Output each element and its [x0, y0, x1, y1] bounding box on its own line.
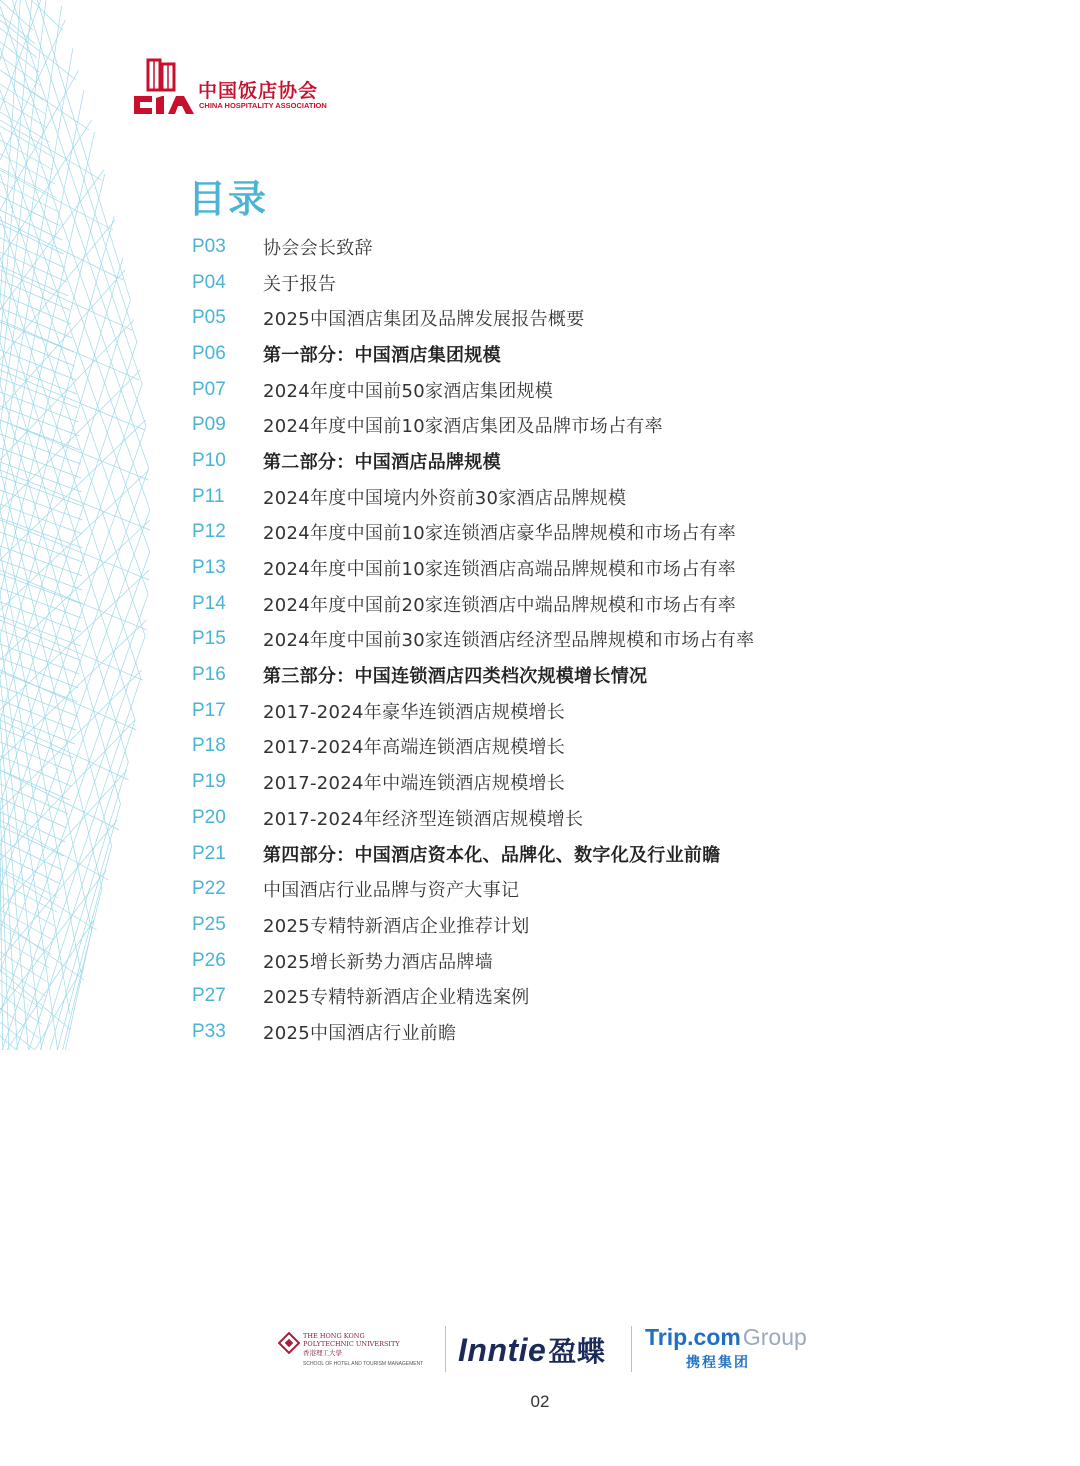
polyu-name-line1: THE HONG KONG [303, 1332, 365, 1340]
toc-entry [192, 871, 832, 907]
toc-entry-title: 2024年度中国前10家酒店集团及品牌市场占有率 [263, 416, 663, 438]
inntie-logo [458, 1330, 605, 1370]
toc-entry [192, 800, 832, 836]
toc-page-number: P21 [192, 842, 226, 864]
polyu-name-line2: POLYTECHNIC UNIVERSITY [303, 1340, 400, 1348]
trip-logo-group: Group [742, 1324, 807, 1350]
toc-section-heading [192, 443, 832, 479]
polyu-emblem-icon [278, 1332, 300, 1354]
toc-entry-title: 关于报告 [263, 273, 337, 295]
toc-entry-title: 2024年度中国境内外资前30家酒店品牌规模 [263, 487, 627, 509]
toc-entry-title: 第一部分：中国酒店集团规模 [263, 344, 501, 366]
toc-entry [192, 729, 832, 765]
toc-page-number: P15 [192, 628, 226, 650]
toc-entry-title: 2017-2024年豪华连锁酒店规模增长 [263, 701, 566, 723]
logo-chinese-name: 中国饭店协会 [198, 80, 319, 102]
toc-entry-title: 2025增长新势力酒店品牌墙 [263, 951, 494, 973]
toc-entry [192, 372, 832, 408]
logo-english-name: CHINA HOSPITALITY ASSOCIATION [199, 101, 327, 110]
toc-page-number: P10 [192, 449, 226, 471]
toc-page-number: P03 [192, 235, 226, 257]
toc-entry-title: 2025专精特新酒店企业推荐计划 [263, 915, 530, 937]
toc-entry-title: 协会会长致辞 [263, 237, 373, 259]
toc-page-number: P05 [192, 307, 226, 329]
toc-entry-title: 2017-2024年中端连锁酒店规模增长 [263, 773, 566, 795]
toc-entry [192, 1014, 832, 1050]
toc-page-number: P16 [192, 664, 226, 686]
toc-page-number: P26 [192, 949, 226, 971]
toc-entry-title: 2024年度中国前30家连锁酒店经济型品牌规模和市场占有率 [263, 630, 755, 652]
toc-entry-title: 2025中国酒店集团及品牌发展报告概要 [263, 309, 585, 331]
trip-logo-chinese: 携程集团 [686, 1355, 750, 1371]
toc-page-number: P27 [192, 985, 226, 1007]
toc-entry [192, 479, 832, 515]
inntie-logo-cn: 盈蝶 [548, 1336, 606, 1367]
polyu-name-chinese: 香港理工大學 [303, 1349, 342, 1357]
toc-page-number: P17 [192, 699, 226, 721]
toc-entry-title: 2025专精特新酒店企业精选案例 [263, 987, 530, 1009]
trip-logo-main: Trip.com [645, 1324, 741, 1350]
toc-entry [192, 407, 832, 443]
toc-section-heading [192, 657, 832, 693]
polyu-logo [278, 1332, 428, 1372]
toc-page-number: P06 [192, 342, 226, 364]
toc-page-number: P14 [192, 592, 226, 614]
toc-entry [192, 515, 832, 551]
toc-page-number: P09 [192, 414, 226, 436]
toc-entry [192, 907, 832, 943]
page-number: 02 [530, 1392, 550, 1411]
toc-entry [192, 764, 832, 800]
toc-entry-title: 2024年度中国前10家连锁酒店豪华品牌规模和市场占有率 [263, 523, 737, 545]
inntie-logo-en: Inntie [458, 1332, 547, 1368]
toc-entry-title: 2017-2024年高端连锁酒店规模增长 [263, 737, 566, 759]
cha-logo-icon [132, 58, 196, 116]
toc-section-heading [192, 336, 832, 372]
toc-entry-title: 第三部分：中国连锁酒店四类档次规模增长情况 [263, 666, 648, 688]
trip-group-logo [645, 1324, 807, 1371]
toc-entry-title: 2024年度中国前50家酒店集团规模 [263, 380, 554, 402]
toc-list [192, 229, 832, 1050]
toc-page-number: P04 [192, 271, 226, 293]
toc-entry-title: 2024年度中国前20家连锁酒店中端品牌规模和市场占有率 [263, 594, 737, 616]
toc-page-number: P11 [192, 485, 225, 507]
toc-entry-title: 中国酒店行业品牌与资产大事记 [263, 880, 520, 902]
toc-entry-title: 第二部分：中国酒店品牌规模 [263, 451, 501, 473]
toc-entry [192, 229, 832, 265]
footer-logos [0, 1320, 1080, 1380]
toc-entry [192, 550, 832, 586]
cha-logo [132, 58, 352, 118]
toc-entry-title: 2024年度中国前10家连锁酒店高端品牌规模和市场占有率 [263, 559, 737, 581]
toc-entry-title: 第四部分：中国酒店资本化、品牌化、数字化及行业前瞻 [263, 844, 721, 866]
polyu-school-name: SCHOOL OF HOTEL AND TOURISM MANAGEMENT [303, 1361, 424, 1367]
toc-page-number: P07 [192, 378, 226, 400]
toc-entry [192, 265, 832, 301]
toc-page-number: P22 [192, 878, 226, 900]
toc-entry [192, 943, 832, 979]
toc-page-number: P18 [192, 735, 226, 757]
toc-entry [192, 622, 832, 658]
toc-entry-title: 2025中国酒店行业前瞻 [263, 1022, 457, 1044]
toc-page-number: P13 [192, 557, 226, 579]
toc-page-number: P33 [192, 1020, 226, 1042]
toc-page-number: P25 [192, 913, 226, 935]
toc-page-number: P12 [192, 521, 226, 543]
footer-divider [445, 1326, 446, 1372]
toc-entry [192, 978, 832, 1014]
toc-title: 目录 [188, 177, 269, 221]
footer-divider [631, 1326, 632, 1372]
toc-entry [192, 586, 832, 622]
toc-page-number: P20 [192, 806, 226, 828]
toc-page-number: P19 [192, 771, 226, 793]
toc-section-heading [192, 836, 832, 872]
toc-entry [192, 300, 832, 336]
toc-entry [192, 693, 832, 729]
toc-entry-title: 2017-2024年经济型连锁酒店规模增长 [263, 808, 584, 830]
